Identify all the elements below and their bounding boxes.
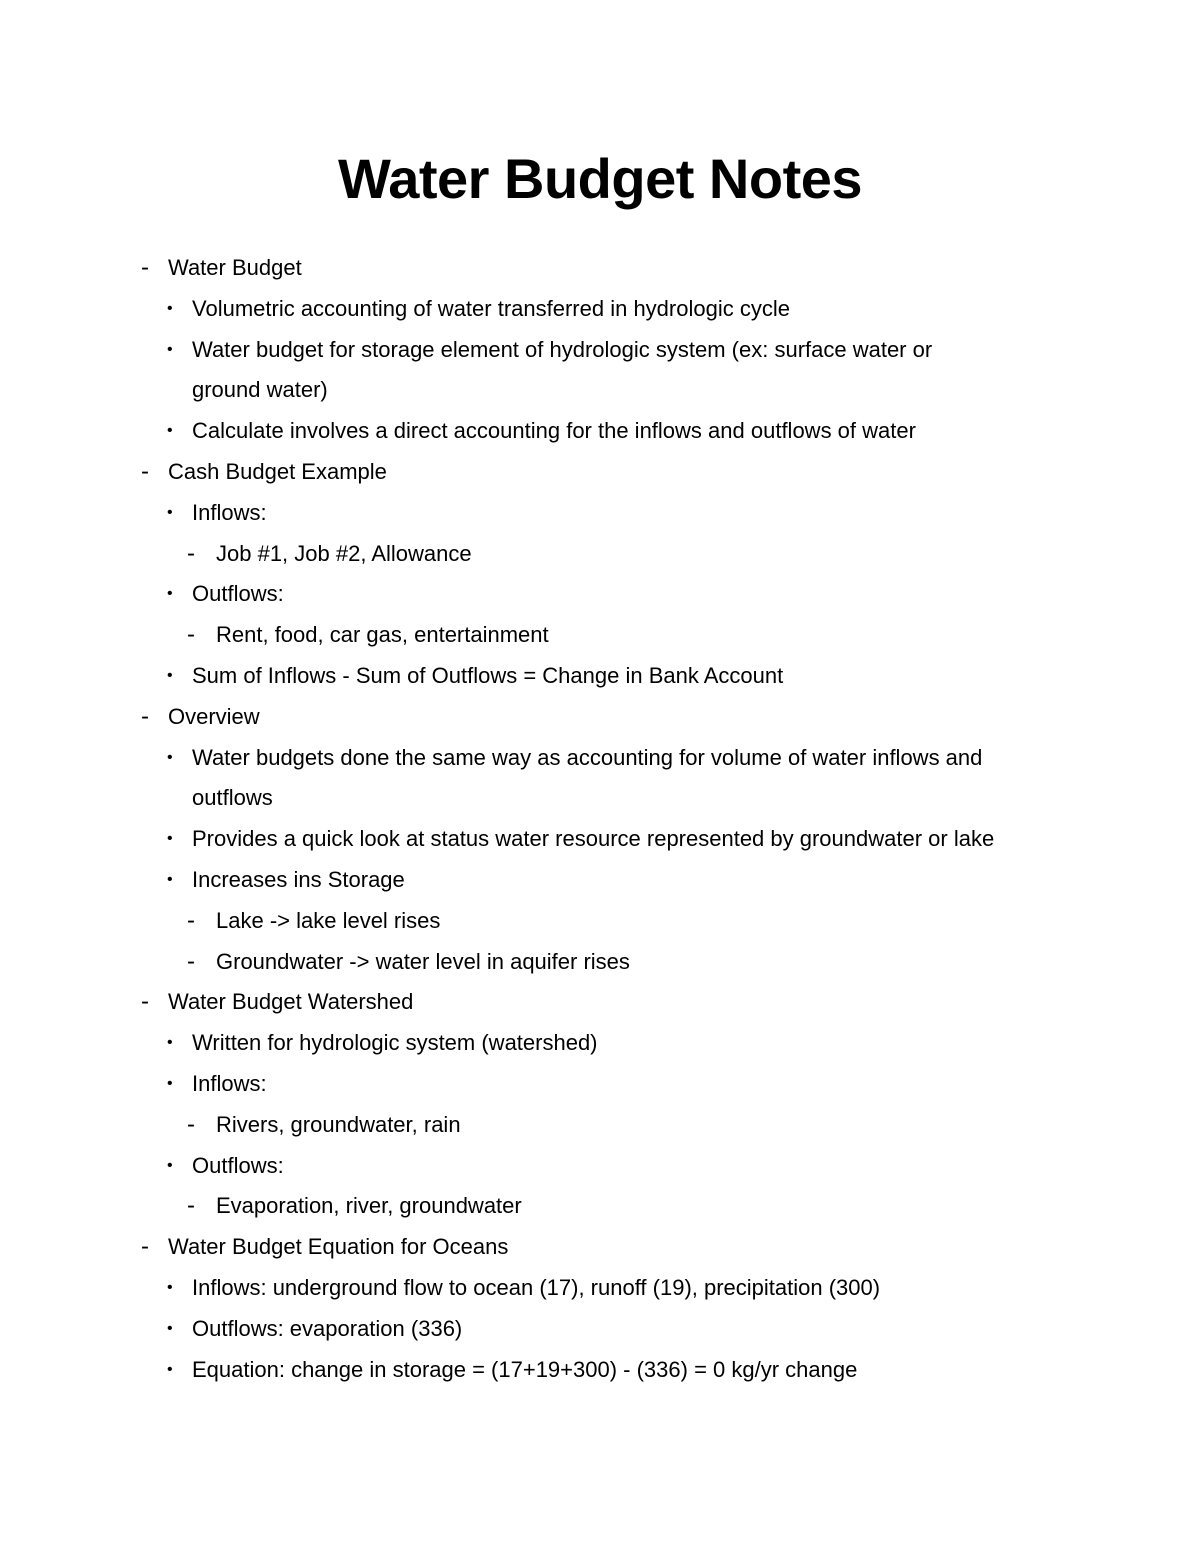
bullet-item-text: Equation: change in storage = (17+19+300) - (336) = 0 kg/yr change	[192, 1356, 858, 1382]
dash-marker: -	[141, 254, 149, 281]
bullet-item-text: Calculate involves a direct accounting for the inflows and outflows of water	[192, 418, 916, 444]
bullet-item-text: Inflows:	[192, 1070, 267, 1096]
bullet-item-text: Inflows:	[192, 499, 267, 525]
sub-item	[0, 534, 1200, 575]
bullet-marker: •	[167, 830, 173, 848]
bullet-item-continuation	[0, 778, 1200, 819]
sub-item-text: Job #1, Job #2, Allowance	[216, 540, 472, 566]
bullet-marker: •	[167, 340, 173, 358]
bullet-item-text: Sum of Inflows - Sum of Outflows = Change in Bank Account	[192, 662, 784, 688]
bullet-marker: •	[167, 748, 173, 766]
section-heading-text: Water Budget Equation for Oceans	[168, 1234, 509, 1260]
section-heading	[0, 1227, 1200, 1268]
bullet-marker: •	[167, 1156, 173, 1174]
sub-item-text: Rivers, groundwater, rain	[216, 1111, 461, 1137]
section-heading-text: Cash Budget Example	[168, 458, 387, 484]
sub-item	[0, 1105, 1200, 1146]
bullet-marker: •	[167, 1360, 173, 1378]
bullet-item	[0, 330, 1200, 371]
bullet-marker: •	[167, 299, 173, 317]
dash-marker: -	[141, 1233, 149, 1261]
sub-item-text: Lake -> lake level rises	[216, 907, 441, 933]
bullet-item-text: outflows	[192, 785, 273, 811]
bullet-item-continuation	[0, 370, 1200, 411]
bullet-item	[0, 1350, 1200, 1391]
bullet-marker: •	[167, 870, 173, 888]
dash-marker: -	[187, 1192, 195, 1220]
section-heading	[0, 697, 1200, 738]
section-heading-text: Water Budget	[168, 255, 302, 280]
sub-item	[0, 1186, 1200, 1227]
bullet-item	[0, 493, 1200, 534]
dash-marker: -	[141, 702, 149, 730]
sub-item	[0, 942, 1200, 983]
dash-marker: -	[187, 621, 195, 649]
sub-item-text: Rent, food, car gas, entertainment	[216, 622, 549, 648]
bullet-item-text: Outflows: evaporation (336)	[192, 1315, 463, 1341]
bullet-item	[0, 819, 1200, 860]
bullet-item	[0, 860, 1200, 901]
sub-item	[0, 901, 1200, 942]
bullet-item	[0, 289, 1200, 330]
bullet-item-text: Water budgets done the same way as accounting for volume of water inflows and	[192, 744, 983, 770]
bullet-item	[0, 1064, 1200, 1105]
bullet-item	[0, 1309, 1200, 1350]
notes-list	[0, 248, 1200, 1390]
dash-marker: -	[141, 988, 149, 1016]
bullet-marker: •	[167, 503, 173, 521]
bullet-item-text: ground water)	[192, 377, 328, 403]
page-title: Water Budget Notes	[337, 147, 863, 210]
dash-marker: -	[141, 457, 149, 485]
bullet-marker: •	[167, 1278, 173, 1296]
dash-marker: -	[187, 947, 195, 975]
bullet-marker: •	[167, 1034, 173, 1052]
section-heading	[0, 452, 1200, 493]
bullet-marker: •	[167, 666, 173, 684]
section-heading	[0, 248, 1200, 289]
bullet-marker: •	[167, 422, 173, 440]
section-heading-text: Overview	[168, 703, 260, 729]
bullet-marker: •	[167, 1074, 173, 1092]
bullet-item	[0, 1268, 1200, 1309]
sub-item-text: Evaporation, river, groundwater	[216, 1193, 522, 1219]
bullet-item	[0, 574, 1200, 615]
bullet-item-text: Increases ins Storage	[192, 866, 405, 892]
dash-marker: -	[187, 1110, 195, 1138]
bullet-item-text: Outflows:	[192, 581, 284, 607]
bullet-item-text: Outflows:	[192, 1152, 284, 1178]
bullet-item-text: Provides a quick look at status water resource represented by groundwater or lake	[192, 826, 995, 852]
bullet-marker: •	[167, 585, 173, 603]
bullet-item	[0, 1023, 1200, 1064]
section-heading	[0, 982, 1200, 1023]
bullet-item	[0, 656, 1200, 697]
bullet-item-text: Inflows: underground flow to ocean (17), runoff (19), precipitation (300)	[192, 1274, 881, 1300]
bullet-item	[0, 738, 1200, 779]
bullet-item	[0, 1146, 1200, 1187]
section-heading-text: Water Budget Watershed	[168, 989, 414, 1015]
bullet-marker: •	[167, 1319, 173, 1337]
bullet-item-text: Volumetric accounting of water transferred in hydrologic cycle	[192, 295, 790, 321]
sub-item-text: Groundwater -> water level in aquifer rises	[216, 948, 630, 974]
bullet-item-text: Water budget for storage element of hydrologic system (ex: surface water or	[192, 336, 933, 362]
sub-item	[0, 615, 1200, 656]
bullet-item	[0, 411, 1200, 452]
bullet-item-text: Written for hydrologic system (watershed)	[192, 1030, 598, 1056]
dash-marker: -	[187, 539, 195, 567]
dash-marker: -	[187, 906, 195, 934]
